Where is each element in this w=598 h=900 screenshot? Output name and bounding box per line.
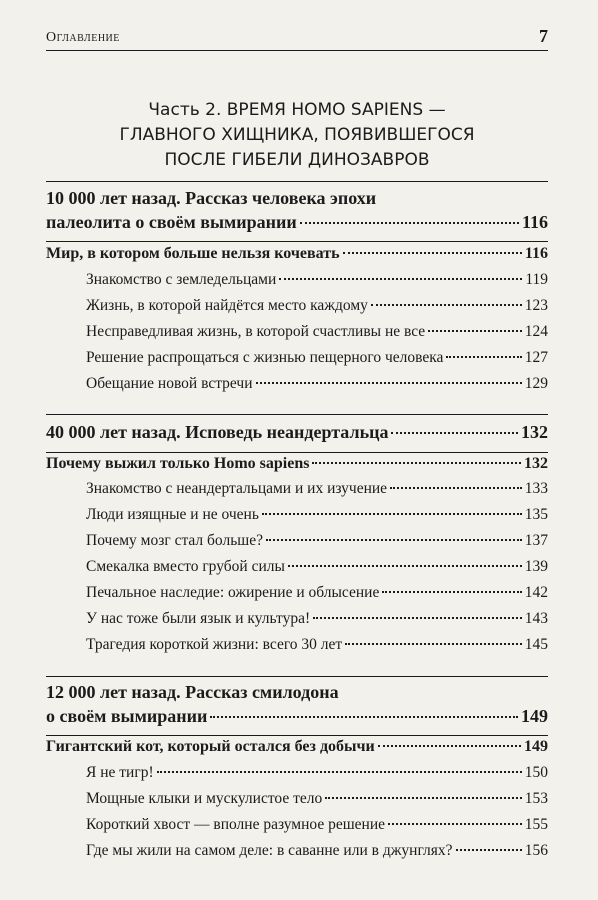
leader-dots [456, 849, 522, 851]
leader-dots [210, 716, 518, 718]
divider-rule [46, 676, 548, 677]
toc-section-title: Почему выжил только Homo sapiens [46, 455, 310, 472]
toc-page-number: 119 [525, 271, 548, 288]
divider-rule [46, 241, 548, 242]
toc-page-number: 132 [524, 455, 548, 472]
leader-dots [279, 278, 522, 280]
leader-dots [382, 591, 521, 593]
toc-page-number: 149 [524, 738, 548, 755]
toc-chapter-title: о своём вымирании [46, 706, 208, 726]
toc-section-title: Гигантский кот, который остался без добычи [46, 738, 375, 755]
toc-section[interactable] [46, 738, 548, 764]
divider-rule [46, 735, 548, 736]
toc-page-number: 129 [524, 375, 548, 392]
toc-item[interactable] [86, 764, 548, 790]
leader-dots [300, 222, 519, 224]
toc-section[interactable] [46, 455, 548, 481]
divider-rule [46, 452, 548, 453]
toc-section[interactable] [46, 245, 548, 271]
toc-chapter-title: 40 000 лет назад. Исповедь неандертальца [46, 422, 389, 442]
toc-item[interactable] [86, 610, 548, 636]
toc-item-title: Жизнь, в которой найдётся место каждому [86, 297, 368, 314]
leader-dots [343, 252, 522, 254]
toc-page-number: 133 [524, 480, 548, 497]
toc-item[interactable] [86, 816, 548, 842]
leader-dots [288, 565, 522, 567]
toc-page-number: 143 [524, 610, 548, 627]
toc-item-title: Решение распрощаться с жизнью пещерного человека [86, 349, 444, 366]
toc-page-number: 116 [521, 212, 548, 232]
toc-item[interactable] [86, 271, 548, 297]
page-number: 7 [539, 26, 548, 46]
toc-item[interactable] [86, 636, 548, 662]
leader-dots [262, 513, 522, 515]
toc-item-title: Знакомство с неандертальцами и их изучение [86, 480, 388, 497]
toc-item-title: Печальное наследие: ожирение и облысение [86, 584, 380, 601]
leader-dots [391, 432, 518, 434]
toc-page-number: 124 [524, 323, 548, 340]
toc-section-title: Мир, в котором больше нельзя кочевать [46, 245, 340, 262]
toc-chapter[interactable] [46, 422, 548, 446]
toc-item-title: Люди изящные и не очень [86, 506, 259, 523]
toc-item[interactable] [86, 375, 548, 401]
leader-dots [256, 382, 522, 384]
leader-dots [378, 745, 521, 747]
toc-item-title: Я не тигр! [86, 764, 154, 781]
toc-item-title: Смекалка вместо грубой силы [86, 558, 285, 575]
leader-dots [388, 823, 522, 825]
leader-dots [266, 539, 522, 541]
toc-item-title: Короткий хвост — вполне разумное решение [86, 816, 386, 833]
toc-item[interactable] [86, 558, 548, 584]
toc-page-number: 132 [521, 422, 548, 442]
leader-dots [312, 462, 521, 464]
toc-page-number: 139 [524, 558, 548, 575]
leader-dots [390, 487, 522, 489]
toc-item[interactable] [86, 297, 548, 323]
toc-page-number: 127 [524, 349, 548, 366]
part-title-line: ПОСЛЕ ГИБЕЛИ ДИНОЗАВРОВ [164, 150, 430, 170]
toc-item-title: Где мы жили на самом деле: в саванне или в джунглях? [86, 842, 453, 859]
toc-page-number: 123 [524, 297, 548, 314]
toc-item-title: У нас тоже были язык и культура! [86, 610, 311, 627]
part-title [46, 98, 548, 173]
toc-item-title: Трагедия короткой жизни: всего 30 лет [86, 636, 343, 653]
toc-chapter-title: 12 000 лет назад. Рассказ смилодона [46, 682, 339, 702]
toc-item-title: Знакомство с земледельцами [86, 271, 277, 288]
leader-dots [313, 617, 522, 619]
toc-page-number: 150 [524, 764, 548, 781]
toc-item[interactable] [86, 790, 548, 816]
toc-page-number: 116 [524, 245, 548, 262]
toc-chapter-title: 10 000 лет назад. Рассказ человека эпохи [46, 188, 377, 208]
toc-chapter[interactable] [46, 682, 548, 730]
toc-item-title: Почему мозг стал больше? [86, 532, 263, 549]
toc-page-number: 153 [524, 790, 548, 807]
leader-dots [446, 356, 521, 358]
toc-item[interactable] [86, 323, 548, 349]
leader-dots [371, 304, 522, 306]
toc-page-number: 135 [524, 506, 548, 523]
leader-dots [325, 797, 522, 799]
part-title-line: Часть 2. ВРЕМЯ HOMO SAPIENS — [148, 100, 446, 120]
toc-page-number: 137 [524, 532, 548, 549]
toc-item[interactable] [86, 480, 548, 506]
toc-chapter[interactable] [46, 188, 548, 236]
toc-item[interactable] [86, 349, 548, 375]
toc-page-number: 149 [521, 706, 548, 726]
toc-item-title: Обещание новой встречи [86, 375, 253, 392]
leader-dots [157, 771, 522, 773]
toc-item[interactable] [86, 842, 548, 868]
running-header [46, 26, 548, 51]
toc-item[interactable] [86, 506, 548, 532]
toc-page-number: 142 [524, 584, 548, 601]
toc-item-title: Несправедливая жизнь, в которой счастливы не все [86, 323, 426, 340]
toc-page-number: 155 [524, 816, 548, 833]
leader-dots [428, 330, 522, 332]
running-title: Оглавление [46, 30, 120, 45]
divider-rule [46, 414, 548, 415]
leader-dots [345, 643, 522, 645]
toc-item[interactable] [86, 584, 548, 610]
toc-chapter-title: палеолита о своём вымирании [46, 212, 297, 232]
part-title-line: ГЛАВНОГО ХИЩНИКА, ПОЯВИВШЕГОСЯ [119, 125, 475, 145]
toc-page-number: 145 [524, 636, 548, 653]
toc-item-title: Мощные клыки и мускулистое тело [86, 790, 323, 807]
divider-rule [46, 181, 548, 182]
toc-item[interactable] [86, 532, 548, 558]
toc-page-number: 156 [524, 842, 548, 859]
